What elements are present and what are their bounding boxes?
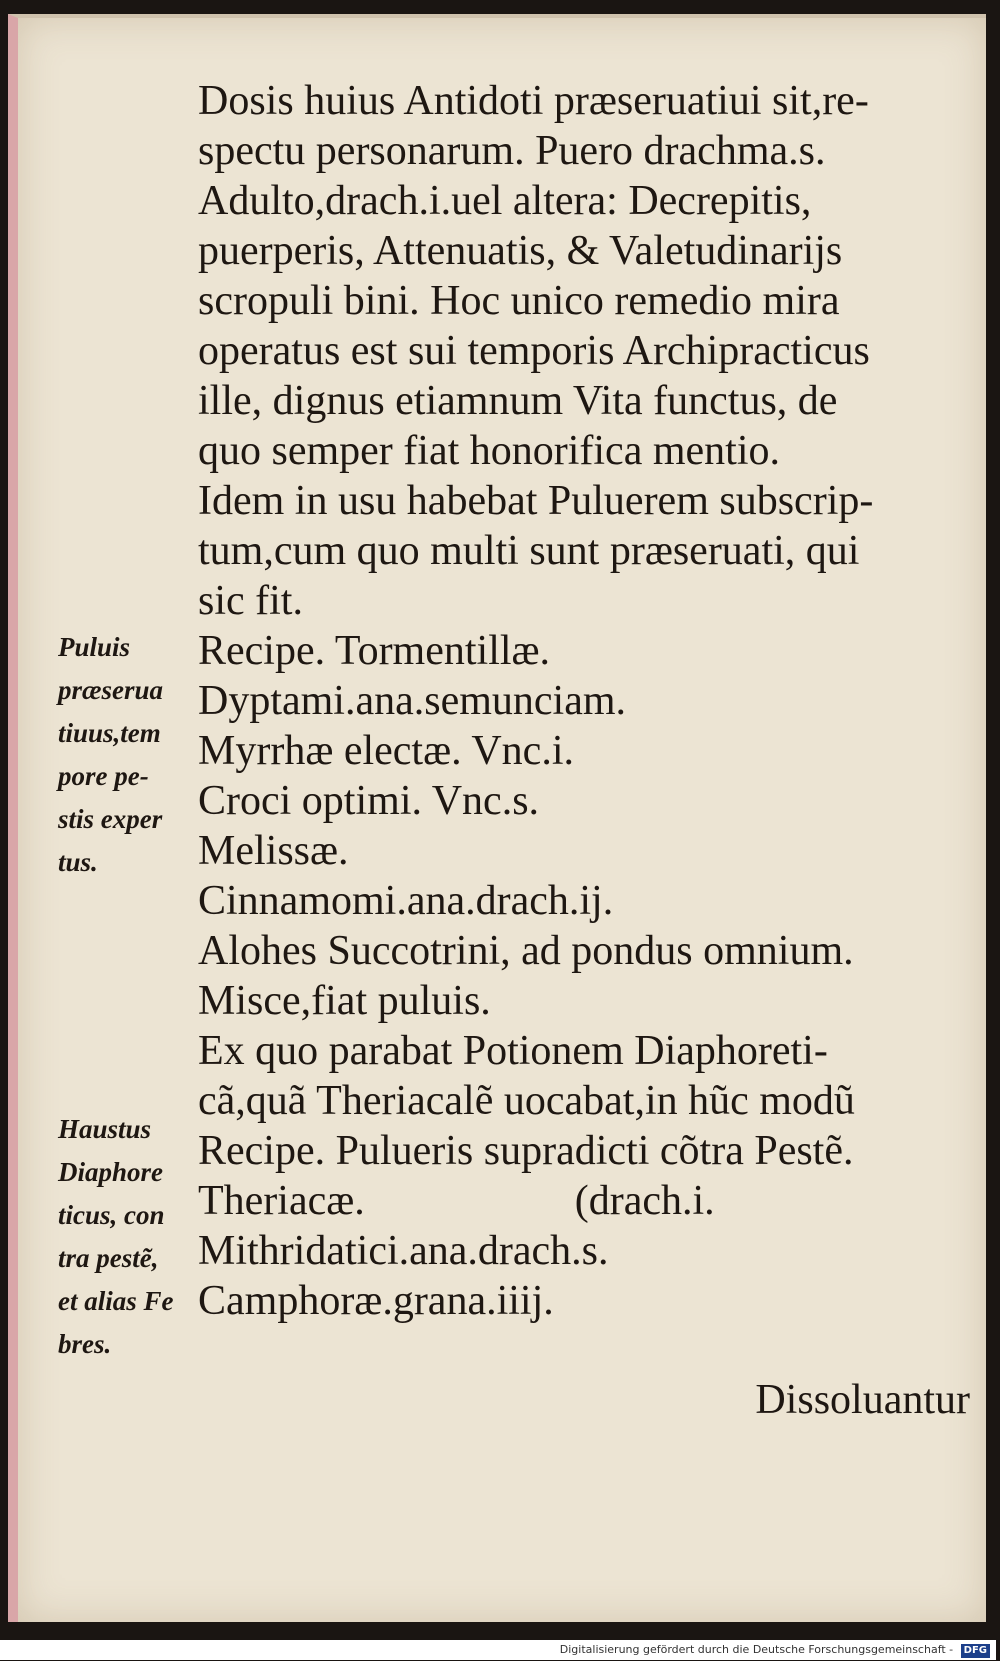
text-line: Croci optimi. Vnc.s. xyxy=(198,778,540,824)
text-line: sic fit. xyxy=(198,578,303,624)
text-line: Idem in usu habebat Puluerem subscrip- xyxy=(198,478,874,524)
margin-note-line: Puluis xyxy=(58,632,131,662)
margin-note-line: et alias Fe xyxy=(58,1286,174,1316)
margin-note-line: pore pe- xyxy=(58,761,149,791)
text-line: Recipe. Pulueris supradicti cõtra Pestẽ. xyxy=(198,1128,854,1174)
margin-note-line: Diaphore xyxy=(58,1157,164,1187)
text-line: puerperis, Attenuatis, & Valetudinarijs xyxy=(198,228,843,274)
text-line: Recipe. Tormentillæ. xyxy=(198,628,551,674)
text-line: spectu personarum. Puero drachma.s. xyxy=(198,128,826,174)
text-line: Camphoræ.grana.iiij. xyxy=(198,1278,554,1324)
text-line: Melissæ. xyxy=(198,828,349,874)
text-line: Dyptami.ana.semunciam. xyxy=(198,678,627,724)
text-line: Dosis huius Antidoti præseruatiui sit,re- xyxy=(198,78,869,124)
margin-note-line: tus. xyxy=(58,847,98,877)
text-line: Misce,fiat puluis. xyxy=(198,978,491,1024)
dfg-logo: DFG xyxy=(961,1644,990,1658)
text-line: scropuli bini. Hoc unico remedio mira xyxy=(198,278,840,324)
catchword: Dissoluantur xyxy=(755,1377,970,1423)
margin-note-line: ticus, con xyxy=(58,1200,165,1230)
margin-note-line: bres. xyxy=(58,1329,112,1359)
margin-note-draught xyxy=(58,1108,208,1366)
text-line: Adulto,drach.i.uel altera: Decrepitis, xyxy=(198,178,812,224)
digitization-footer xyxy=(0,1640,996,1660)
text-line: Mithridatici.ana.drach.s. xyxy=(198,1228,609,1274)
footer-credit-text: Digitalisierung gefördert durch die Deutsche Forschungsgemeinschaft - xyxy=(559,1643,954,1656)
main-text-block xyxy=(198,76,978,1326)
book-page xyxy=(8,14,986,1622)
text-line: ille, dignus etiamnum Vita functus, de xyxy=(198,378,838,424)
text-line: tum,cum quo multi sunt præseruati, qui xyxy=(198,528,860,574)
text-line: Alohes Succotrini, ad pondus omnium. xyxy=(198,928,854,974)
text-line: Myrrhæ electæ. Vnc.i. xyxy=(198,728,574,774)
margin-note-line: præserua xyxy=(58,675,164,705)
margin-note-line: stis exper xyxy=(58,804,163,834)
text-line: Theriacæ. (drach.i. xyxy=(198,1178,715,1224)
text-line: operatus est sui temporis Archipracticus xyxy=(198,328,870,374)
margin-note-line: Haustus xyxy=(58,1114,152,1144)
text-line: Cinnamomi.ana.drach.ij. xyxy=(198,878,614,924)
margin-note-line: tra pestẽ, xyxy=(58,1243,159,1273)
text-line: Ex quo parabat Potionem Diaphoreti- xyxy=(198,1028,828,1074)
margin-note-powder xyxy=(58,626,208,884)
margin-note-line: tiuus,tem xyxy=(58,718,161,748)
text-line: cã,quã Theriacalẽ uocabat,in hũc modũ xyxy=(198,1078,855,1124)
text-line: quo semper fiat honorifica mentio. xyxy=(198,428,780,474)
